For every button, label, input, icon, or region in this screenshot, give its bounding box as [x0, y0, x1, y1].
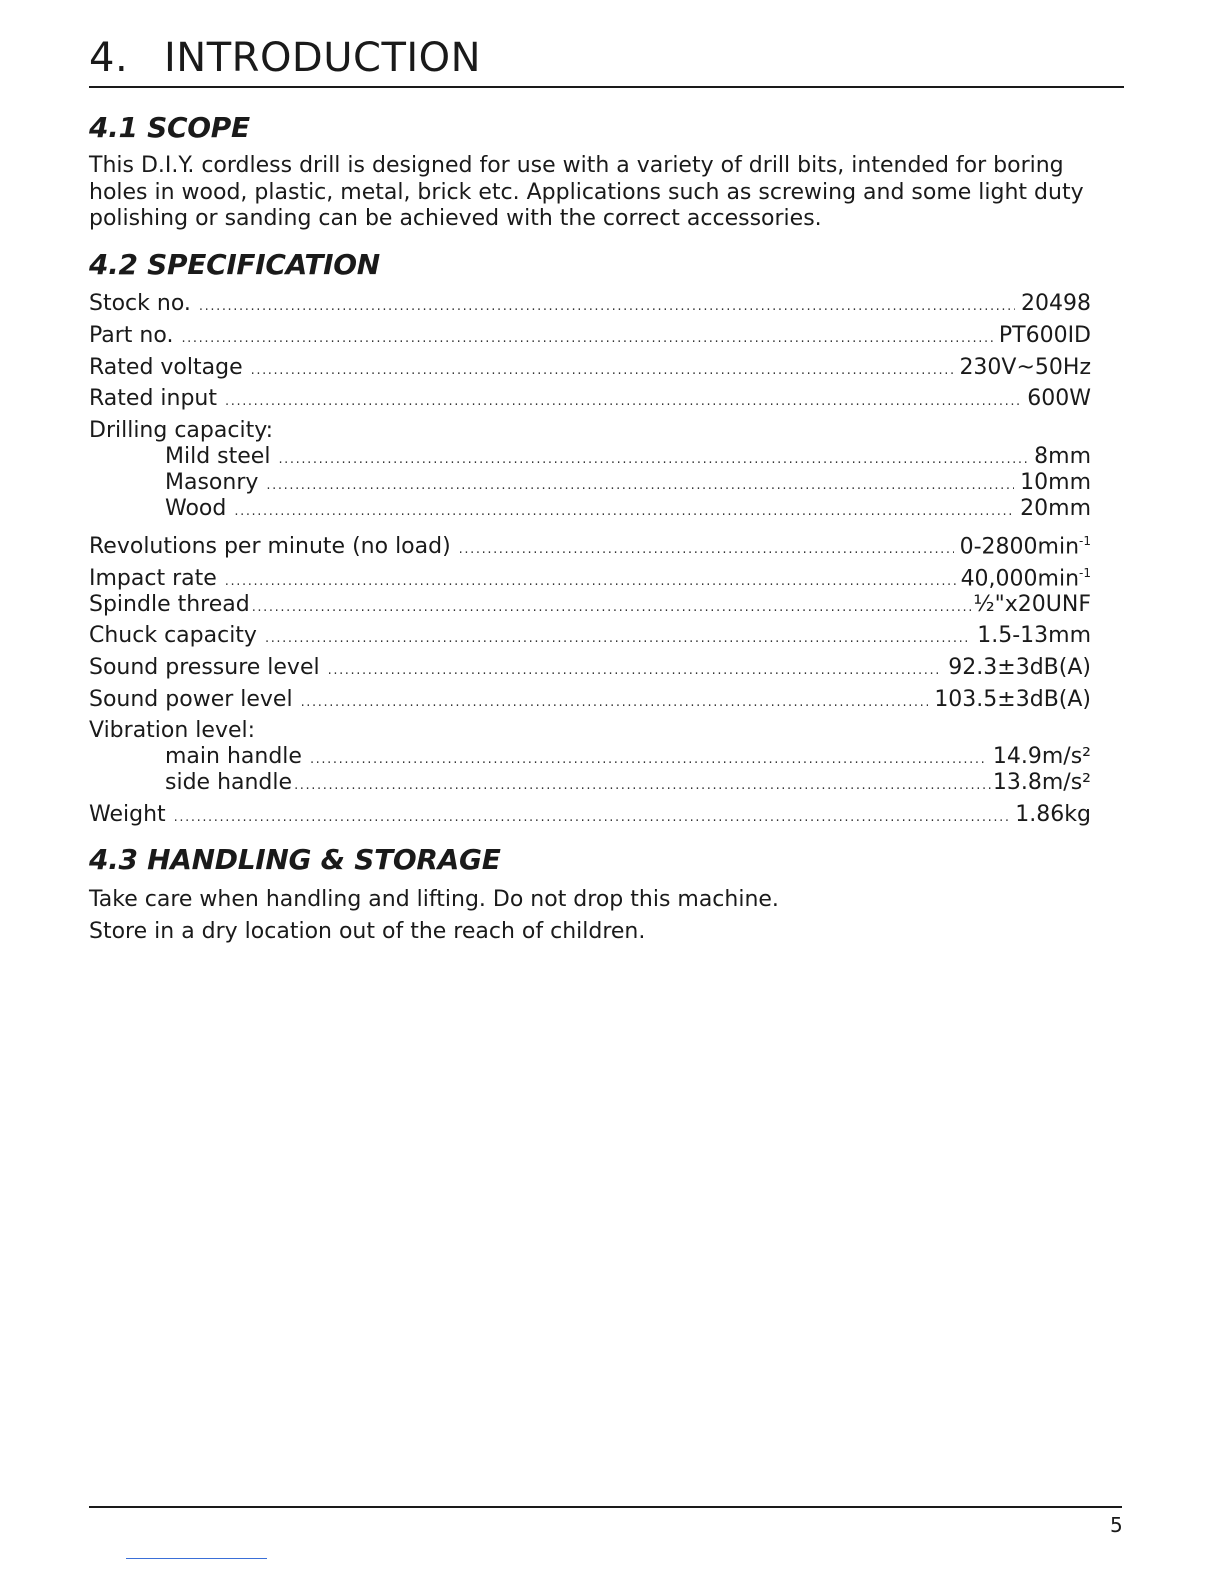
scope-line-3: polishing or sanding can be achieved with the correct accessories.	[89, 206, 822, 231]
spec-row-sound-pressure	[89, 653, 1091, 683]
spec-value-main: 0-2800min	[959, 534, 1080, 560]
spec-row-stock-no	[89, 289, 1091, 319]
spec-vibration-label: Vibration level:	[89, 718, 256, 743]
spec-label: Spindle thread	[89, 592, 250, 617]
spec-row-rated-input	[89, 384, 1091, 414]
spec-row-rpm	[89, 526, 1091, 560]
spec-label: Masonry	[165, 470, 259, 495]
chapter-title: INTRODUCTION	[164, 35, 482, 81]
spec-row-wood	[165, 494, 1091, 524]
dot-leader	[301, 688, 929, 718]
spec-value: 230V~50Hz	[959, 355, 1091, 380]
dot-leader	[181, 324, 992, 354]
spec-label: Part no.	[89, 323, 174, 348]
spec-label: main handle	[165, 744, 302, 769]
spec-value: 13.8m/s²	[992, 770, 1091, 795]
spec-row-rated-voltage	[89, 353, 1091, 383]
footer-divider	[89, 1506, 1122, 1508]
spec-value-superscript: -1	[1079, 566, 1091, 580]
scope-line-2: holes in wood, plastic, metal, brick etc. Applications such as screwing and some light duty	[89, 179, 1084, 205]
page-number: 5	[1110, 1513, 1123, 1537]
scope-paragraph	[89, 153, 1099, 233]
spec-value: 8mm	[1034, 444, 1091, 469]
dot-leader	[252, 593, 972, 623]
spec-row-sound-power	[89, 685, 1091, 715]
spec-value: 1.86kg	[1015, 802, 1091, 827]
spec-label: Chuck capacity	[89, 623, 257, 648]
spec-value: 1.5-13mm	[977, 623, 1091, 648]
dot-leader	[199, 292, 1015, 322]
spec-row-chuck-capacity	[89, 621, 1091, 651]
spec-value: ½"x20UNF	[973, 592, 1091, 617]
spec-label: Stock no.	[89, 291, 191, 316]
scope-line-1: This D.I.Y. cordless drill is designed for use with a variety of drill bits, intended for boring	[89, 153, 1064, 178]
spec-row-spindle-thread	[89, 590, 1091, 620]
spec-row-side-handle	[165, 768, 1091, 798]
spec-value: 600W	[1027, 386, 1091, 411]
spec-drilling-capacity-label: Drilling capacity:	[89, 418, 274, 443]
spec-label: Mild steel	[165, 444, 271, 469]
spec-value: 20498	[1021, 291, 1091, 316]
spec-value-main: 40,000min	[960, 566, 1080, 592]
page-title	[89, 34, 481, 82]
spec-label: Weight	[89, 802, 166, 827]
spec-value: 20mm	[1020, 496, 1091, 521]
spec-value: 103.5±3dB(A)	[934, 687, 1091, 712]
spec-label: Sound power level	[89, 687, 293, 712]
handling-heading: 4.3 HANDLING & STORAGE	[89, 843, 501, 876]
title-divider	[89, 86, 1124, 88]
spec-value: 14.9m/s²	[992, 744, 1091, 769]
handling-paragraph	[89, 884, 1099, 948]
dot-leader	[225, 387, 1021, 417]
specification-heading: 4.2 SPECIFICATION	[89, 248, 380, 281]
dot-leader	[234, 497, 1014, 527]
spec-value: 92.3±3dB(A)	[948, 655, 1091, 680]
spec-value	[961, 558, 1091, 594]
spec-label: Wood	[165, 496, 227, 521]
dot-leader	[294, 771, 991, 801]
dot-leader	[265, 624, 971, 654]
decorative-line	[126, 1558, 267, 1559]
handling-line-1: Take care when handling and lifting. Do not drop this machine.	[89, 887, 779, 912]
spec-row-impact-rate	[89, 558, 1091, 592]
spec-value-superscript: -1	[1079, 534, 1091, 548]
spec-value: PT600ID	[998, 323, 1091, 348]
spec-label: Rated input	[89, 386, 217, 411]
spec-row-weight	[89, 800, 1091, 830]
dot-leader	[328, 656, 943, 686]
spec-row-part-no	[89, 321, 1091, 351]
spec-label: Sound pressure level	[89, 655, 320, 680]
spec-label: Impact rate	[89, 566, 217, 592]
spec-value	[960, 526, 1091, 562]
dot-leader	[174, 803, 1010, 833]
spec-label: side handle	[165, 770, 293, 795]
scope-heading: 4.1 SCOPE	[89, 111, 250, 144]
dot-leader	[251, 356, 954, 386]
spec-label: Revolutions per minute (no load)	[89, 534, 451, 560]
handling-line-2: Store in a dry location out of the reach of children.	[89, 919, 646, 944]
spec-label: Rated voltage	[89, 355, 243, 380]
spec-value: 10mm	[1020, 470, 1091, 495]
chapter-number: 4.	[89, 35, 129, 81]
